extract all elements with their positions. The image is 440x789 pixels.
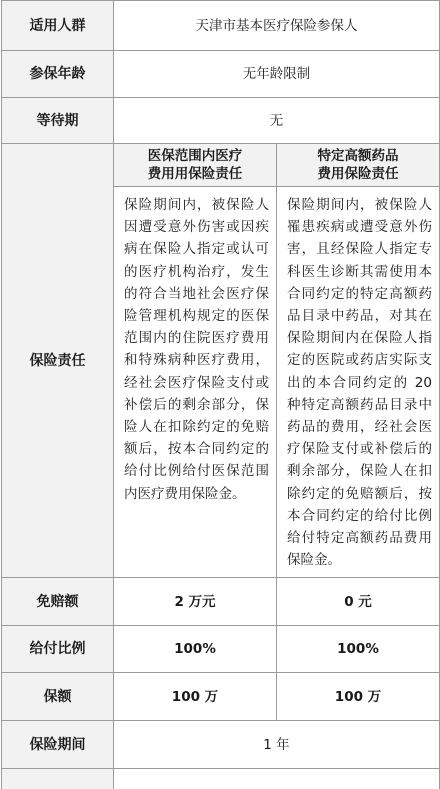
row-enrollment-age [2,51,440,98]
label-payout-ratio: 给付比例 [2,626,114,673]
value-payout-ratio-medical: 100% [114,626,277,673]
value-payout-ratio-drug: 100% [277,626,440,673]
value-sum-insured-drug: 100 万 [277,673,440,721]
value-enrollment-age: 无年龄限制 [114,51,440,98]
label-deductible: 免赔额 [2,578,114,626]
row-insurance-period [2,721,440,769]
header-medical-coverage [114,144,277,187]
label-sum-insured: 保额 [2,673,114,721]
value-applicable-crowd: 天津市基本医疗保险参保人 [114,1,440,51]
value-deductible-drug: 0 元 [277,578,440,626]
label-insurance-period: 保险期间 [2,721,114,769]
text-medical-coverage: 保险期间内，被保险人因遭受意外伤害或因疾病在保险人指定或认可的医疗机构治疗，发生的符合当地社会医疗保险管理机构规定的医保范围内的住院医疗费用和特殊病种医疗费用，经社会医疗保险支付或补偿后的剩余部分，保险人在扣除约定的免赔额后，按本合同约定的给付比例给付医保范围内医疗费用保险金。 [114,187,277,578]
header-drug-coverage-line-2: 费用保险责任 [317,166,399,182]
header-drug-coverage-line-1: 特定高额药品 [317,148,399,164]
row-deductible [2,578,440,626]
value-deductible-medical: 2 万元 [114,578,277,626]
label-enrollment-age: 参保年龄 [2,51,114,98]
header-drug-coverage [277,144,440,187]
row-payout-ratio [2,626,440,673]
value-sum-insured-medical: 100 万 [114,673,277,721]
row-waiting-period [2,98,440,144]
header-medical-coverage-line-1: 医保范围内医疗 [147,148,243,164]
label-coverage: 保险责任 [2,144,114,578]
row-coverage-headers [2,144,440,187]
label-waiting-period: 等待期 [2,98,114,144]
label-applicable-crowd: 适用人群 [2,1,114,51]
text-drug-coverage: 保险期间内，被保险人罹患疾病或遭受意外伤害，且经保险人指定专科医生诊断其需使用本合同约定的特定高额药品目录中药品，对其在保险期间内在保险人指定的医院或药店实际支出的本合同约定的 20 种特定高额药品目录中药品的费用，经社会医疗保险支付或补偿后的剩余部分，保险人在扣除约定的免赔额后，按本合同约定的给付比例给付特定高额药品费用保险金。 [277,187,440,578]
header-medical-coverage-line-2: 费用用保险责任 [147,166,243,182]
insurance-terms-table [1,0,440,789]
value-insurance-period: 1 年 [114,721,440,769]
row-sum-insured [2,673,440,721]
value-waiting-period: 无 [114,98,440,144]
row-applicable-crowd [2,1,440,51]
